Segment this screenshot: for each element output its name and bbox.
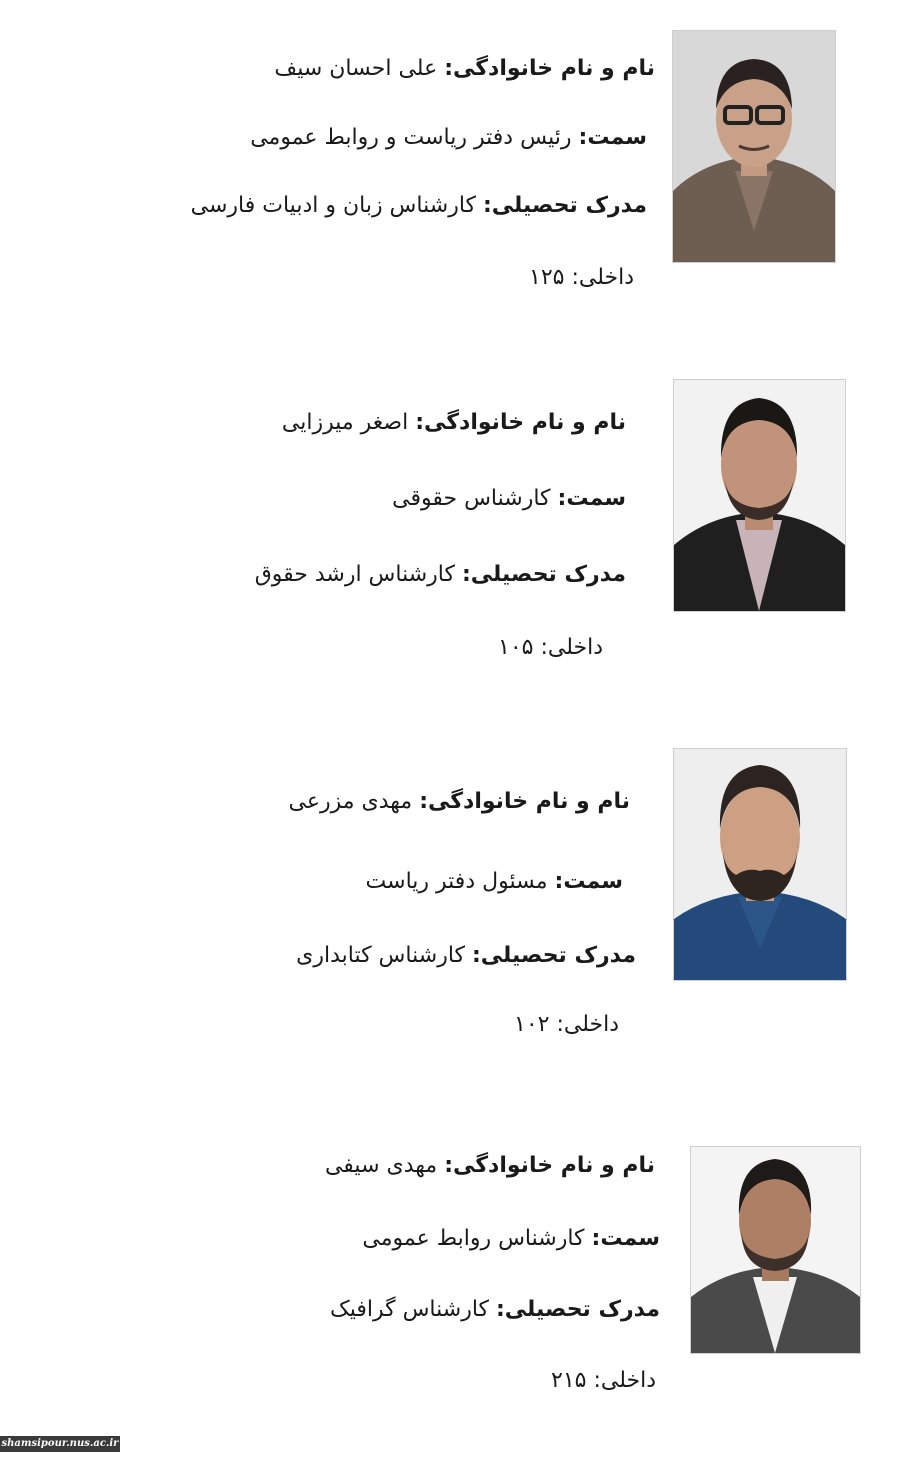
name-line [274, 54, 655, 84]
degree-value: کارشناس ارشد حقوق [254, 562, 455, 587]
staff-photo-1 [672, 30, 836, 263]
position-line [392, 484, 626, 514]
ext-value: ۱۰۲ [514, 1012, 550, 1037]
ext-label: داخلی: [556, 1012, 619, 1037]
name-label: نام و نام خانوادگی: [419, 789, 630, 814]
position-label: سمت: [557, 486, 626, 511]
degree-label: مدرک تحصیلی: [496, 1297, 660, 1322]
position-line [250, 123, 647, 153]
person-portrait-icon [673, 31, 835, 262]
name-label: نام و نام خانوادگی: [444, 1153, 655, 1178]
name-line [325, 1151, 655, 1181]
position-line [366, 867, 623, 897]
ext-value: ۱۲۵ [529, 265, 565, 290]
name-label: نام و نام خانوادگی: [415, 410, 626, 435]
staff-photo-2 [673, 379, 846, 612]
degree-line [255, 560, 626, 590]
ext-line [498, 633, 603, 663]
person-portrait-icon [674, 749, 846, 980]
name-value: مهدی سیفی [324, 1153, 438, 1178]
degree-value: کارشناس گرافیک [330, 1297, 489, 1322]
degree-value: کارشناس زبان و ادبیات فارسی [190, 193, 476, 218]
degree-line [296, 941, 636, 971]
degree-line [330, 1295, 660, 1325]
degree-line [191, 191, 647, 221]
name-value: اصغر میرزایی [281, 410, 409, 435]
name-value: مهدی مزرعی [288, 789, 413, 814]
name-line [282, 408, 626, 438]
staff-photo-3 [673, 748, 847, 981]
degree-label: مدرک تحصیلی: [462, 562, 626, 587]
position-label: سمت: [578, 125, 647, 150]
position-value: رئیس دفتر ریاست و روابط عمومی [250, 125, 572, 150]
position-value: کارشناس روابط عمومی [362, 1226, 585, 1251]
ext-label: داخلی: [571, 265, 634, 290]
position-label: سمت: [591, 1226, 660, 1251]
site-watermark: shamsipour.nus.ac.ir [0, 1436, 120, 1452]
ext-label: داخلی: [540, 635, 603, 660]
name-label: نام و نام خانوادگی: [444, 56, 655, 81]
ext-value: ۱۰۵ [498, 635, 534, 660]
person-portrait-icon [691, 1147, 860, 1353]
position-value: کارشناس حقوقی [392, 486, 551, 511]
position-line [362, 1224, 660, 1254]
position-label: سمت: [554, 869, 623, 894]
name-line [289, 787, 631, 817]
ext-line [551, 1366, 656, 1396]
degree-value: کارشناس کتابداری [296, 943, 465, 968]
ext-label: داخلی: [593, 1368, 656, 1393]
person-portrait-icon [674, 380, 845, 611]
degree-label: مدرک تحصیلی: [472, 943, 636, 968]
staff-photo-4 [690, 1146, 861, 1354]
position-value: مسئول دفتر ریاست [365, 869, 548, 894]
degree-label: مدرک تحصیلی: [483, 193, 647, 218]
name-value: علی احسان سیف [274, 56, 438, 81]
ext-line [529, 263, 634, 293]
ext-value: ۲۱۵ [551, 1368, 587, 1393]
ext-line [514, 1010, 619, 1040]
